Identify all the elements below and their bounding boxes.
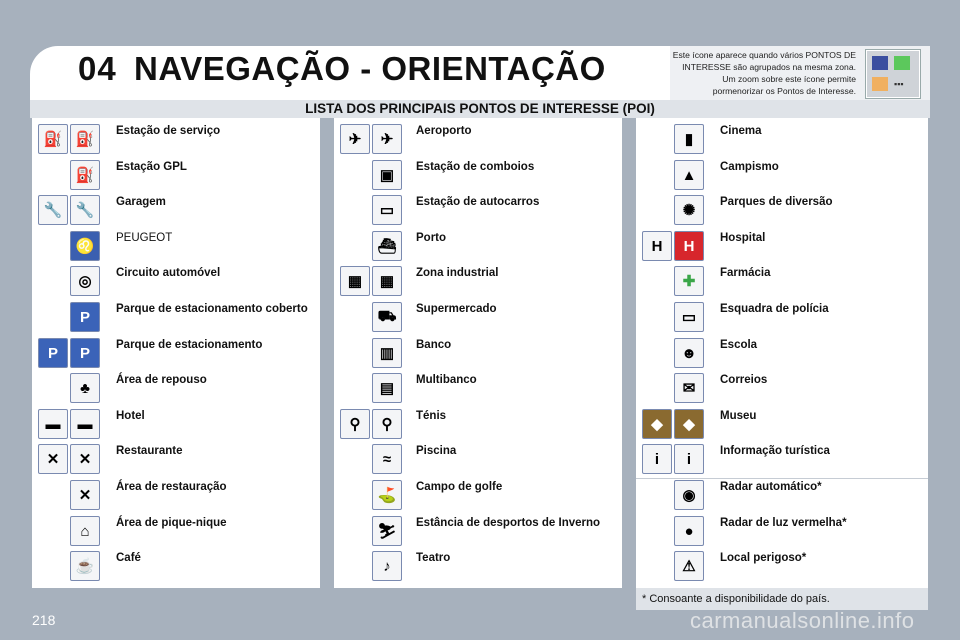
bank-icon: ▥ bbox=[372, 338, 402, 368]
swimming-icon: ≈ bbox=[372, 444, 402, 474]
peugeot-lion-icon: ♌ bbox=[70, 231, 100, 261]
poi-label: Local perigoso* bbox=[720, 552, 807, 564]
poi-label: Correios bbox=[720, 374, 768, 386]
poi-label: Estação de comboios bbox=[416, 161, 535, 173]
tennis-icon: ⚲ bbox=[340, 409, 370, 439]
wrench-icon: 🔧 bbox=[38, 195, 68, 225]
parking-icon: P bbox=[70, 338, 100, 368]
train-icon: ▣ bbox=[372, 160, 402, 190]
tourist-info-icon: i bbox=[642, 444, 672, 474]
shopping-cart-icon: ⛟ bbox=[372, 302, 402, 332]
airplane-icon: ✈ bbox=[340, 124, 370, 154]
fuel-pump-icon: ⛽ bbox=[38, 124, 68, 154]
poi-label: Farmácia bbox=[720, 267, 771, 279]
roadside-restaurant-icon: ✕ bbox=[70, 480, 100, 510]
footnote: * Consoante a disponibilidade do país. bbox=[642, 593, 830, 605]
speed-camera-icon: ◉ bbox=[674, 480, 704, 510]
atm-icon: ▤ bbox=[372, 373, 402, 403]
knife-fork-icon: ✕ bbox=[70, 444, 100, 474]
poi-label: Café bbox=[116, 552, 141, 564]
poi-label: Estação de serviço bbox=[116, 125, 221, 137]
poi-label: Piscina bbox=[416, 445, 457, 457]
theatre-icon: ♪ bbox=[372, 551, 402, 581]
ferry-icon: ⛴ bbox=[372, 231, 402, 261]
cluster-info-text: Este ícone aparece quando vários PONTOS DE INTERESSE são agrupados na mesma zona. Um zoom sobre este ícone permite pormenorizar os Pontos de Interesse. bbox=[672, 50, 856, 96]
parking-icon: P bbox=[38, 338, 68, 368]
poi-label: PEUGEOT bbox=[116, 232, 173, 244]
poi-label: Ténis bbox=[416, 410, 447, 422]
amusement-park-icon: ✺ bbox=[674, 195, 704, 225]
page-title: NAVEGAÇÃO - ORIENTAÇÃO bbox=[134, 50, 606, 87]
picnic-icon: ⌂ bbox=[70, 516, 100, 546]
poi-label: Museu bbox=[720, 410, 757, 422]
poi-label: Área de pique-nique bbox=[116, 517, 227, 529]
warning-triangle-icon: ⚠ bbox=[674, 551, 704, 581]
poi-label: Estação de autocarros bbox=[416, 196, 540, 208]
covered-parking-icon: P bbox=[70, 302, 100, 332]
poi-label: Aeroporto bbox=[416, 125, 472, 137]
poi-label: Esquadra de polícia bbox=[720, 303, 829, 315]
poi-label: Área de repouso bbox=[116, 374, 207, 386]
poi-label: Teatro bbox=[416, 552, 451, 564]
bed-icon: ▬ bbox=[38, 409, 68, 439]
section-subtitle: LISTA DOS PRINCIPAIS PONTOS DE INTERESSE (POI) bbox=[305, 101, 655, 116]
camping-icon: ▲ bbox=[674, 160, 704, 190]
poi-cluster-icon: ▪▪▪ bbox=[866, 50, 920, 98]
museum-icon: ◆ bbox=[642, 409, 672, 439]
airplane-icon: ✈ bbox=[372, 124, 402, 154]
poi-label: Parque de estacionamento coberto bbox=[116, 303, 308, 315]
tourist-info-icon: i bbox=[674, 444, 704, 474]
skiing-icon: ⛷ bbox=[372, 516, 402, 546]
bed-icon: ▬ bbox=[70, 409, 100, 439]
poi-label: Cinema bbox=[720, 125, 762, 137]
gpl-fuel-icon: ⛽ bbox=[70, 160, 100, 190]
red-light-camera-icon: ● bbox=[674, 516, 704, 546]
poi-label: Estação GPL bbox=[116, 161, 187, 173]
knife-fork-icon: ✕ bbox=[38, 444, 68, 474]
factory-icon: ▦ bbox=[340, 266, 370, 296]
tennis-icon: ⚲ bbox=[372, 409, 402, 439]
race-circuit-icon: ◎ bbox=[70, 266, 100, 296]
watermark: carmanualsonline.info bbox=[690, 608, 915, 633]
poi-label: Circuito automóvel bbox=[116, 267, 221, 279]
museum-icon: ◆ bbox=[674, 409, 704, 439]
poi-label: Zona industrial bbox=[416, 267, 499, 279]
police-icon: ▭ bbox=[674, 302, 704, 332]
poi-label: Hospital bbox=[720, 232, 766, 244]
poi-label: Parques de diversão bbox=[720, 196, 833, 208]
poi-label: Campismo bbox=[720, 161, 779, 173]
page-number: 218 bbox=[32, 612, 56, 628]
poi-label: Garagem bbox=[116, 196, 166, 208]
coffee-cup-icon: ☕ bbox=[70, 551, 100, 581]
poi-label: Área de restauração bbox=[116, 481, 227, 493]
poi-label: Informação turística bbox=[720, 445, 830, 457]
poi-label: Estância de desportos de Inverno bbox=[416, 517, 601, 529]
poi-label: Escola bbox=[720, 339, 758, 351]
poi-label: Radar de luz vermelha* bbox=[720, 517, 847, 529]
envelope-icon: ✉ bbox=[674, 373, 704, 403]
poi-label: Multibanco bbox=[416, 374, 477, 386]
chapter-number: 04 bbox=[78, 50, 117, 87]
poi-label: Campo de golfe bbox=[416, 481, 503, 493]
hospital-icon: H bbox=[642, 231, 672, 261]
hospital-icon: H bbox=[674, 231, 704, 261]
column-divider bbox=[636, 478, 928, 479]
poi-label: Parque de estacionamento bbox=[116, 339, 263, 351]
poi-label: Restaurante bbox=[116, 445, 183, 457]
poi-label: Porto bbox=[416, 232, 447, 244]
rest-area-icon: ♣ bbox=[70, 373, 100, 403]
fuel-pump-icon: ⛽ bbox=[70, 124, 100, 154]
film-reel-icon: ▮ bbox=[674, 124, 704, 154]
school-children-icon: ☻ bbox=[674, 338, 704, 368]
poi-label: Supermercado bbox=[416, 303, 497, 315]
factory-icon: ▦ bbox=[372, 266, 402, 296]
bus-icon: ▭ bbox=[372, 195, 402, 225]
golf-icon: ⛳ bbox=[372, 480, 402, 510]
wrench-icon: 🔧 bbox=[70, 195, 100, 225]
poi-label: Banco bbox=[416, 339, 452, 351]
poi-label: Hotel bbox=[116, 410, 145, 422]
pharmacy-cross-icon: ✚ bbox=[674, 266, 704, 296]
poi-label: Radar automático* bbox=[720, 481, 822, 493]
